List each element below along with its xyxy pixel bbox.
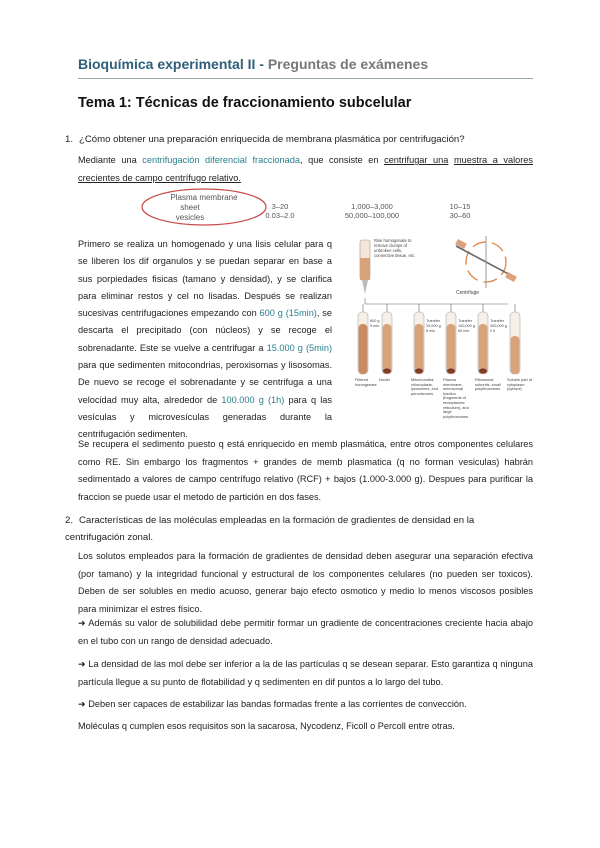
p1-text-g: para q las vesículas y microvesículas generadas durante la centrifugación sedimenten. [78, 394, 333, 440]
question-2-text: Características de las moléculas empleadas en la formación de gradientes de densidad en la centrifugación zonal. [65, 515, 475, 543]
p1-text-c: , se descarta el precipitado (con núcleos) y se recoge el sobrenadante. Este se vuelve a centrifugar a [78, 308, 332, 353]
tube-speed-label: 2 h [490, 329, 496, 333]
tube-5 [475, 304, 507, 434]
table-c1-line2: 0.03–2.0 [265, 211, 295, 220]
tube-pellet [383, 369, 391, 374]
tube-liquid [359, 324, 368, 374]
intro-highlight-method: centrifugación diferencial fraccionada [142, 155, 300, 165]
p1-speed-1: 600 g (15min) [259, 308, 317, 319]
tube-speed-label: 600 g [370, 319, 380, 323]
question-2-number: 2. [65, 515, 74, 526]
q1-paragraph-2: Se recupera el sedimento puesto q está enriquecido en memb plasmática, entre otros componentes celulares como RE. Sin embargo los fragmentos + grandes de memb plasmatica (q no forman vesiculas) habrán sedimentado a valores de campo centrífugo relativo (RCF) + bajos (1.000-3.000 g). Despues para purificar la fraccion se puede usar el metodo de partición en dos fases. [78, 439, 533, 502]
table-label-line1: Plasma membrane [170, 193, 238, 202]
flow-line [365, 298, 508, 304]
question-1-number: 1. [65, 134, 74, 145]
question-1-text: ¿Cómo obtener una preparación enriquecida de membrana plasmática por centrifugación? [79, 134, 465, 145]
tube-caption: Mitochondria, chloroplasts, lysosomes, and peroxisomes [411, 378, 439, 396]
tube-speed-label: Transfer [426, 319, 440, 323]
p1-text-e: para que sedimenten mitocondrias, peroxisomas y lisosomas. De nuevo se recoge el sobrenadante y se centrifuga a una velocidad muy alta, alrededor de [78, 360, 332, 405]
question-1 [65, 131, 545, 148]
intro-text-a: Mediante una [78, 155, 143, 165]
tube-caption-box [411, 378, 441, 434]
tube-caption: Plasma membrane, microsomal fraction (fragments of endoplasmic reticulum), and large polyribosomes [443, 378, 469, 419]
header-divider [78, 78, 533, 79]
tube-liquid [447, 324, 456, 374]
table-c1-line1: 3–20 [271, 202, 289, 211]
document-subtitle: Preguntas de exámenes [267, 56, 429, 72]
section-title: Tema 1: Técnicas de fraccionamiento subcelular [78, 95, 412, 111]
tube-liquid [383, 324, 392, 374]
q1-paragraph-1 [78, 236, 332, 444]
q1-answer-intro [78, 152, 533, 187]
tube-speed-label: 5 min [370, 324, 380, 328]
p1-speed-3: 100.000 g (1h) [221, 394, 285, 405]
top-label: Rise homogenate to remove clumps of unbroken cells, connective tissue, etc. [374, 238, 416, 258]
tube-liquid [479, 324, 488, 374]
course-title: Bioquímica experimental II - [78, 56, 268, 72]
funnel [362, 280, 368, 294]
table-c3-line1: 10–15 [449, 202, 471, 211]
tube-3 [411, 304, 441, 434]
intro-text-c: , que consiste en [299, 155, 385, 165]
q2-bullet-1: ➜ Además su valor de solubilidad debe permitir formar un gradiente de concentraciones creciente hacia abajo en el tubo con un rango de densidad adecuado. [78, 618, 533, 646]
tube-speed-label: 300,000 g [490, 324, 507, 328]
tube-6 [507, 304, 537, 434]
tube-speed-label: 5 min [426, 329, 436, 333]
tube-liquid [415, 324, 424, 374]
q2-bullet-2: ➜ La densidad de las mol debe ser inferior a la de las partículas q se desean separar. Esto garantiza q ninguna partícula llegue a su punto de flotabilidad y q sedimenten en dif puntos a lo largo del tubo. [78, 659, 533, 687]
tube-row [355, 304, 537, 434]
document-header [78, 56, 538, 72]
top-label-box [374, 238, 422, 298]
tube-caption-box [507, 378, 537, 434]
tube-pellet [479, 369, 487, 374]
table-label-line3: vesicles [175, 213, 205, 222]
rotor-tube-1 [455, 239, 467, 249]
centrifuge-label: Centrifuge [456, 290, 480, 296]
tube-caption: Nuclei [379, 378, 390, 382]
tube-pellet [447, 369, 455, 374]
q2-paragraph-1: Los solutos empleados para la formación de gradientes de densidad deben asegurar una separación efectiva (por tamano) y la integridad funcional y estructural de los componentes celulares (no pueden ser toxicos). Deben de ser solubles en medio acuoso, generar bajo efecto osmotico y medio lo menos viscosos posibles para minimizar el estres físico. [78, 551, 533, 614]
tube-caption-box [443, 378, 473, 434]
intro-underline-1: centrifugar una [384, 155, 449, 165]
q2-bullet-3: ➜ Deben ser capaces de estabilizar las bandas formadas frente a las corrientes de convección. [78, 699, 467, 709]
p1-speed-2: 15.000 g (5min) [266, 342, 332, 353]
tube-pellet [415, 369, 423, 374]
tube-liquid [511, 336, 520, 374]
tube-caption-box [475, 378, 505, 434]
plasma-membrane-table [140, 188, 500, 228]
tube-caption: Ribosomal subunits, small polyribosomes [475, 378, 501, 392]
tube-speed-label: 15,000 g [426, 324, 441, 328]
tube-caption: Filtered homogenate [355, 378, 377, 387]
table-c2-line1: 1,000–3,000 [351, 202, 393, 211]
table-c3-line2: 30–60 [449, 211, 471, 220]
tube-speed-label: 100,000 g [458, 324, 475, 328]
tube-speed-label: Transfer [490, 319, 504, 323]
table-c2-line2: 50,000–100,000 [344, 211, 400, 220]
tube-speed-label: 60 min [458, 329, 470, 333]
q2-paragraph-2: Moléculas q cumplen esos requisitos son la sacarosa, Nycodenz, Ficoll o Percoll entre otras. [78, 721, 455, 731]
homogenate-liquid [360, 258, 370, 280]
tube-speed-label: Transfer [458, 319, 472, 323]
tube-4 [443, 304, 475, 434]
tube-2 [379, 304, 409, 434]
table-label-line2: sheet [180, 203, 200, 212]
centrifugation-figure [338, 236, 538, 436]
tube-caption-box [379, 378, 409, 434]
tube-caption: Soluble part of cytoplasm (cytosol) [507, 378, 533, 392]
p1-text-a: Primero se realiza un homogenado y una lisis celular para q se liberen los dif organulos y se puedan separar en base a sus porpiedades fisicas (tamano y densidad), y se clarifica para eliminar restos y cel no lisadas. Después se realizan sucesivas centrifugaciones empezando con [78, 239, 332, 319]
question-2 [65, 512, 535, 546]
intro-underline-2: muestra a valores crecientes de campo centrífugo relativo. [78, 155, 534, 183]
